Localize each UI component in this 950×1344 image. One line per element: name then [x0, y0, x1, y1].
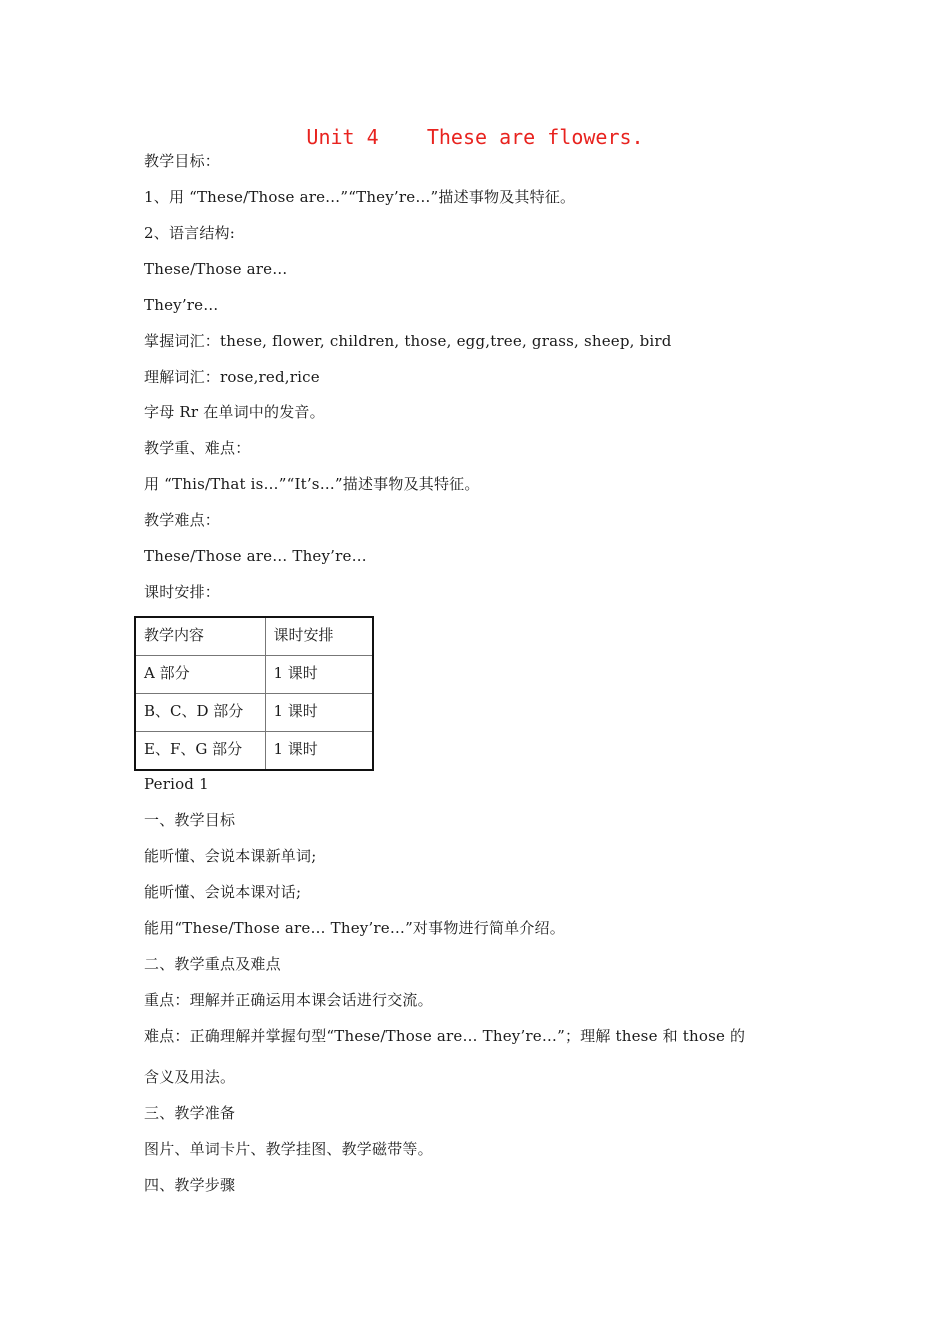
- objectives-heading: 教学目标：: [144, 152, 221, 170]
- key-point-text: 重点：理解并正确运用本课会话进行交流。: [144, 991, 433, 1009]
- difficulty-text-line-1: 难点：正确理解并掌握句型“These/Those are… They’re…”；理解 these 和 those 的: [144, 1027, 746, 1045]
- table-cell: 1 课时: [265, 655, 373, 693]
- structure-line-2: They’re…: [144, 296, 219, 314]
- table-header-cell: 课时安排: [265, 617, 373, 655]
- key-points-text: 用 “This/That is…”“It’s…”描述事物及其特征。: [144, 475, 480, 493]
- section-4-heading: 四、教学步骤: [144, 1176, 236, 1194]
- table-row: [135, 617, 373, 655]
- master-vocabulary: 掌握词汇：these, flower, children, those, egg,tree, grass, sheep, bird: [144, 332, 672, 350]
- structure-line-1: These/Those are…: [144, 260, 288, 278]
- table-row: [135, 732, 373, 770]
- goal-3: 能用“These/Those are… They’re…”对事物进行简单介绍。: [144, 919, 565, 937]
- period-label: Period 1: [144, 775, 209, 793]
- key-points-heading: 教学重、难点：: [144, 439, 251, 457]
- page-title: Unit 4 These are flowers.: [306, 125, 644, 149]
- table-cell: B、C、D 部分: [135, 694, 265, 732]
- schedule-table: [134, 616, 374, 771]
- objective-item-2: 2、语言结构:: [144, 224, 235, 242]
- materials-text: 图片、单词卡片、教学挂图、教学磁带等。: [144, 1140, 433, 1158]
- table-cell: E、F、G 部分: [135, 732, 265, 770]
- table-cell: A 部分: [135, 655, 265, 693]
- objective-item-1: 1、用 “These/Those are…”“They’re…”描述事物及其特征。: [144, 188, 576, 206]
- schedule-heading: 课时安排：: [144, 583, 221, 601]
- goal-2: 能听懂、会说本课对话;: [144, 883, 302, 901]
- table-row: [135, 655, 373, 693]
- goal-1: 能听懂、会说本课新单词;: [144, 847, 317, 865]
- table-header-cell: 教学内容: [135, 617, 265, 655]
- section-1-heading: 一、教学目标: [144, 811, 236, 829]
- understand-vocabulary: 理解词汇：rose,red,rice: [144, 368, 320, 386]
- phonics-line: 字母 Rr 在单词中的发音。: [144, 403, 325, 421]
- table-cell: 1 课时: [265, 732, 373, 770]
- difficulties-text: These/Those are… They’re…: [144, 547, 367, 565]
- difficulties-heading: 教学难点：: [144, 511, 221, 529]
- section-3-heading: 三、教学准备: [144, 1104, 236, 1122]
- table-cell: 1 课时: [265, 694, 373, 732]
- table-row: [135, 694, 373, 732]
- section-2-heading: 二、教学重点及难点: [144, 955, 281, 973]
- difficulty-text-line-2: 含义及用法。: [144, 1068, 236, 1086]
